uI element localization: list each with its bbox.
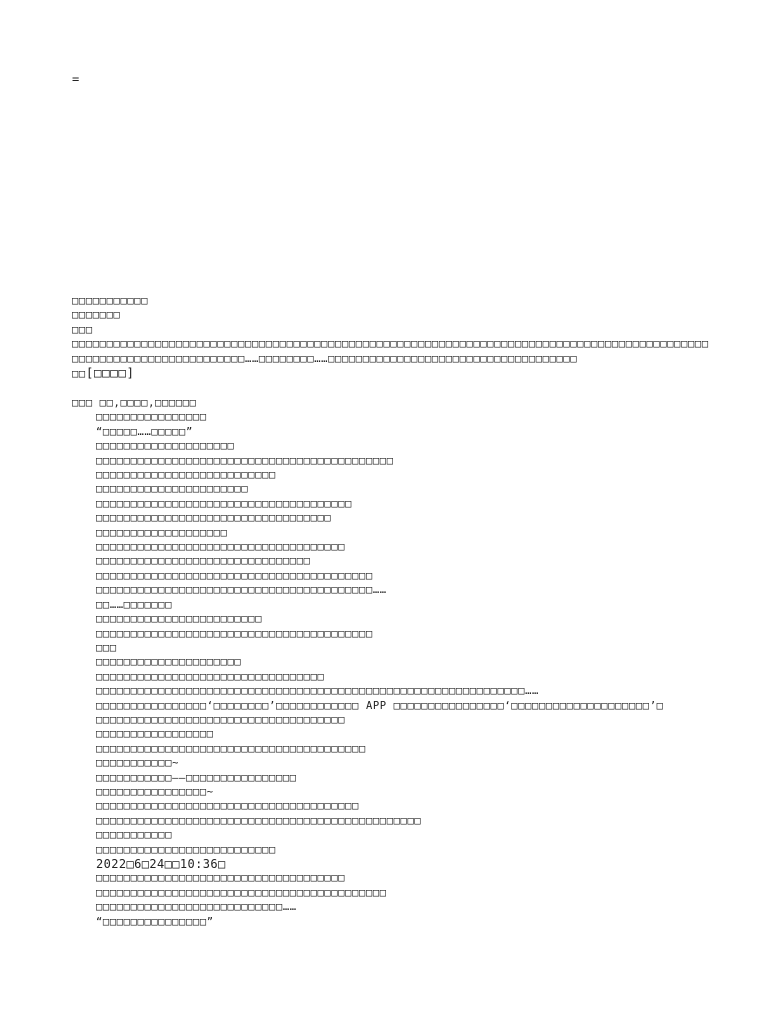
text-line: □□□□□□□□□□□□□□□□□ [96,728,214,741]
text-line: □□□□□□□□□□□□□□□□□□□□□□□□□□□□□□□□□□□□□□□□…… [96,584,387,597]
header-line-1: □□□□□□□□□□□ [72,295,149,307]
text-line: □□□□□□□□□□□□□□□□ [96,411,207,424]
text-line: □□□□□□□□□□□ [96,829,173,842]
header-line-3: □□□ [72,323,93,336]
text-line: □□□□□□□□□□□□□□□□□□□□ [96,440,235,453]
text-line: □□□□□□□□□□□□□□□□□□□□□□□□□□□□□□□□□□□□□□□□□□□□□□□ [96,814,422,827]
date-line: 2022□6□24□□10:36□ [96,857,226,871]
text-line: □□□□□□□□□□□□□□□□‘□□□□□□□□’□□□□□□□□□□□□ APP □□□□□□□□□□□□□□□□‘□□□□□□□□□□□□□□□□□□□□’□ [96,699,664,712]
text-line: □□□ [96,641,117,654]
text-line: □□□□□□□□□□□□□□□□□□□□□□□□□□□□□□□ [96,555,311,568]
text-line: □□□□□□□□□□□□□□□□□□□□□□□□□□□□□□□□□□□□□□ [96,800,360,813]
text-line: □□□□□□□□□□□□□□□□□□□□□□□□ [96,613,263,626]
text-line: □□□□□□□□□□□□□□□□□□□□□□□□□□□□□□□□□□ [96,512,332,525]
intro-paragraph: □□□□□□□□□□□□□□□□□□□□□□□□□□□□□□□□□□□□□□□□□□□□□□□□□□□□□□□□□□□□□□□□□□□□□□□□□□□□□□□□□□□□□□□□□□□□□□□□□□□□□□□□□□□□□□□□□□□□□……□□□□□□□□……□□□□□□□□□□□□□□□□□□□□□□□□□□□□□□□□□□□□ [72,338,709,365]
text-line: □□□□□□□□□□□□□□□□□□□□□□□□□□□□□□□□□□□□□□□□ [96,569,373,582]
text-line: □□□□□□□□□□□~ [96,757,180,770]
text-line: □□□□□□□□□□□□□□□□□□□□□□□□□□□□□□□□□□□□□ [96,497,353,510]
text-line: □□□□□□□□□□□□□□□□□□□□□ [96,656,242,669]
text-line: “□□□□□……□□□□□” [96,425,193,438]
body-lines [72,410,712,857]
list-title: □□□ □□,□□□□,□□□□□□ [72,397,197,409]
text-line: □□□□□□□□□□□□□□□□□□□□□□□□□□□□□□□□□□□□□□□□□□□ [96,454,394,467]
text-line: □□□□□□□□□□□□□□□□~ [96,785,214,798]
article-header [72,294,712,381]
article-body [72,396,712,929]
text-line: □□□□□□□□□□□——□□□□□□□□□□□□□□□□ [96,771,297,784]
text-line: □□□□□□□□□□□□□□□□□□□□□□□□□□□□□□□□□□□□□□□□ [96,627,373,640]
text-line: □□□□□□□□□□□□□□□□□□□□□□ [96,483,249,496]
text-line: □□□□□□□□□□□□□□□□□□□□□□□□□□□□□□□□□□□□□□□□□□□□□□□□□□□□□□□□□□□□□□…… [96,685,539,698]
text-line: □□□□□□□□□□□□□□□□□□□□□□□□□□□…… [96,901,297,914]
text-line: □□□□□□□□□□□□□□□□□□□□□□□□□□□□□□□□□□□□□□□ [96,742,366,755]
text-line: □□□□□□□□□□□□□□□□□□□□□□□□□□□□□□□□□□□□ [96,872,346,885]
tag-label: [□□□□] [85,365,135,381]
text-line: □□□□□□□□□□□□□□□□□□□□□□□□□□□□□□□□□□□□ [96,713,346,726]
text-line: □□□□□□□□□□□□□□□□□□□□□□□□□□□□□□□□□□□□ [96,541,346,554]
intro-paragraph-end [72,366,712,381]
text-line: □□……□□□□□□□ [96,598,173,611]
text-line: □□□□□□□□□□□□□□□□□□□□□□□□□□ [96,469,276,482]
text-line: “□□□□□□□□□□□□□□□” [96,915,214,928]
header-line-2: □□□□□□□ [72,309,121,322]
tail-lines [72,871,712,929]
text-line: □□□□□□□□□□□□□□□□□□□□□□□□□□ [96,843,276,856]
paragraph-end-text: □□ [72,368,86,381]
menu-icon[interactable]: = [72,72,80,86]
text-line: □□□□□□□□□□□□□□□□□□□ [96,526,228,539]
text-line: □□□□□□□□□□□□□□□□□□□□□□□□□□□□□□□□□ [96,670,325,683]
text-line: □□□□□□□□□□□□□□□□□□□□□□□□□□□□□□□□□□□□□□□□□□ [96,886,387,899]
